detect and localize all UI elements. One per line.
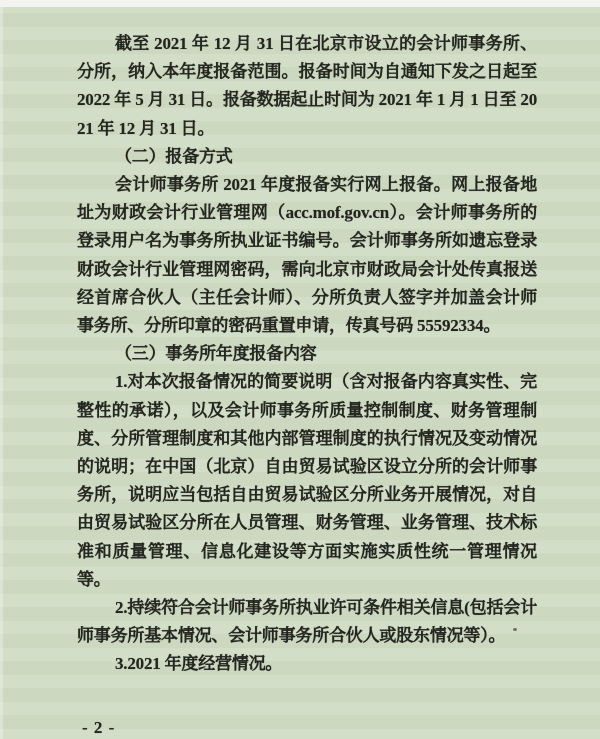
body-paragraph-online-filing: 会计师事务所 2021 年度报备实行网上报备。网上报备地址为财政会计行业管理网（acc.mof.gov.cn）。会计师事务所的登录用户名为事务所执业证书编号。会计师事务所如遗忘登录财政会计行业管理网密码，需向北京市财政局会计处传真报送经首席合伙人（主任会计师）、分所负责人签字并加盖会计师事务所、分所印章的密码重置申请，传真号码 55592334。 — [77, 175, 537, 336]
section-heading-report-method: （二）报备方式 — [115, 146, 233, 166]
section-heading-annual-report-content: （三）事务所年度报备内容 — [115, 344, 317, 364]
scan-speck — [513, 628, 517, 631]
document-body — [77, 30, 537, 679]
scan-top-edge — [0, 0, 600, 7]
list-item-3-operating-status: 3.2021 年度经营情况。 — [115, 654, 283, 674]
list-item-2-license-conditions: 2.持续符合会计师事务所执业许可条件相关信息(包括会计师事务所基本情况、会计师事务所合伙人或股东情况等）。 — [77, 598, 537, 646]
list-item-1-brief-explanation: 1.对本次报备情况的简要说明（含对报备内容真实性、完整性的承诺），以及会计师事务所质量控制制度、财务管理制度、分所管理制度和其他内部管理制度的执行情况及变动情况的说明；在中国（北京）自由贸易试验区设立分所的会计师事务所，说明应当包括自由贸易试验区分所业务开展情况，对自由贸易试验区分所在人员管理、财务管理、业务管理、技术标准和质量管理、信息化建设等方面实施实质性统一管理情况等。 — [77, 372, 537, 589]
scan-left-edge — [0, 7, 3, 739]
body-paragraph-report-scope: 截至 2021 年 12 月 31 日在北京市设立的会计师事务所、分所，纳入本年度报备范围。报备时间为自通知下发之日起至 2022 年 5 月 31 日。报备数据起止时间为 2021 年 1 月 1 日至 2021 年 12 月 31 日。 — [77, 34, 537, 138]
page-number: - 2 - — [82, 718, 116, 737]
